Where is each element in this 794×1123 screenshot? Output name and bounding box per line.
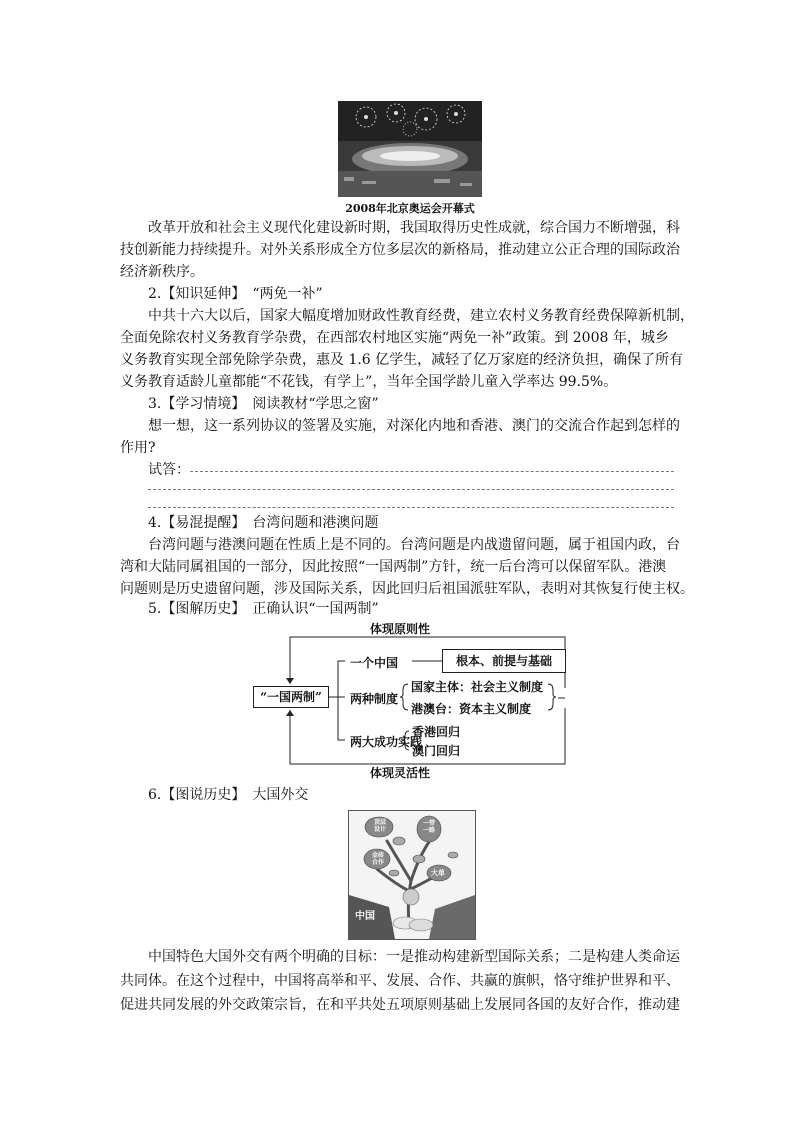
one-china-label: 一个中国: [350, 656, 399, 670]
section-4-line-1: 台湾问题与港澳问题在性质上是不同的。台湾问题是内战遗留问题，属于祖国内政，台: [148, 537, 680, 553]
practice-label: 两大成功实践: [350, 735, 423, 749]
flexibility-label: 体现灵活性: [370, 766, 431, 780]
intro-line-1: 改革开放和社会主义现代化建设新时期，我国取得历史性成就，综合国力不断增强，科: [148, 220, 680, 236]
section-2-line-1: 中共十六大以后，国家大幅度增加财政性教育经费，建立农村义务教育经费保障新机制，: [148, 308, 694, 324]
section-6-line-1: 中国特色大国外交有两个明确的目标：一是推动构建新型国际关系；二是构建人类命运: [148, 949, 680, 965]
leaf-label-top-design: 顶层设计: [373, 819, 386, 833]
fireworks-stadium-image: [338, 101, 482, 197]
mainland-system-label: 国家主体：社会主义制度: [411, 680, 544, 694]
principle-label: 体现原则性: [370, 622, 431, 636]
answer-line-1[interactable]: [190, 471, 674, 472]
answer-label: 试答：: [148, 462, 190, 478]
section-4-line-3: 问题则是历史遗留问题，涉及国际关系，因此回归后祖国派驻军队，表明对其恢复行使主权。: [120, 581, 694, 597]
section-6-heading: 6.【图说历史】 大国外交: [148, 787, 309, 803]
hkmacao-system-label: 港澳台：资本主义制度: [411, 702, 532, 716]
section-6-line-2: 共同体。在这个过程中，中国将高举和平、发展、合作、共赢的旗帜，恪守维护世界和平、: [120, 973, 680, 989]
sleeve-label-china: 中国: [355, 911, 375, 922]
diplomacy-illustration: [348, 810, 476, 940]
section-5-heading: 5.【图解历史】 正确认识“一国两制”: [148, 601, 379, 617]
two-systems-label: 两种制度: [350, 692, 399, 706]
section-2-line-3: 义务教育实现全部免除学杂费，惠及 1.6 亿学生，减轻了亿万家庭的经济负担，确保了所有: [120, 352, 684, 368]
intro-line-3: 经济新秩序。: [120, 264, 204, 280]
section-2-line-4: 义务教育适龄儿童都能“不花钱，有学上”，当年全国学龄儿童入学率达 99.5%。: [120, 374, 618, 390]
answer-line-2[interactable]: [148, 489, 674, 490]
section-4-heading: 4.【易混提醒】 台湾问题和港澳问题: [148, 515, 379, 531]
center-box: “一国两制”: [253, 686, 329, 708]
figure-caption: 2008年北京奥运会开幕式: [345, 202, 475, 215]
section-4-line-2: 湾和大陆同属祖国的一部分，因此按照“一国两制”方针，统一后台湾可以保留军队。港澳: [120, 559, 667, 575]
leaf-label-big-deal: 大单: [431, 868, 445, 877]
one-country-two-systems-diagram: [250, 618, 580, 778]
answer-line-3[interactable]: [148, 507, 674, 508]
section-2-line-2: 全面免除农村义务教育学杂费，在西部农村地区实施“两免一补”政策。到 2008 年，城乡: [120, 330, 669, 346]
leaf-label-belt-road: 一带一路: [423, 820, 436, 834]
section-3-heading: 3.【学习情境】 阅读教材“学思之窗”: [148, 396, 379, 412]
hk-return-label: 香港回归: [412, 725, 461, 739]
olympics-opening-photo: [338, 101, 482, 197]
section-6-line-3: 促进共同发展的外交政策宗旨，在和平共处五项原则基础上发展同各国的友好合作，推动建: [120, 997, 680, 1013]
section-3-line-1: 想一想，这一系列协议的签署及实施，对深化内地和香港、澳门的交流合作起到怎样的: [148, 418, 680, 434]
intro-line-2: 技创新能力持续提升。对外关系形成全方位多层次的新格局，推动建立公正合理的国际政治: [120, 242, 680, 258]
macao-return-label: 澳门回归: [412, 744, 461, 758]
leaf-label-brics: 金砖合作: [371, 852, 384, 866]
section-2-heading: 2.【知识延伸】 “两免一补”: [148, 286, 323, 302]
section-3-line-2: 作用?: [120, 440, 156, 456]
foundation-box: 根本、前提与基础: [442, 649, 566, 673]
